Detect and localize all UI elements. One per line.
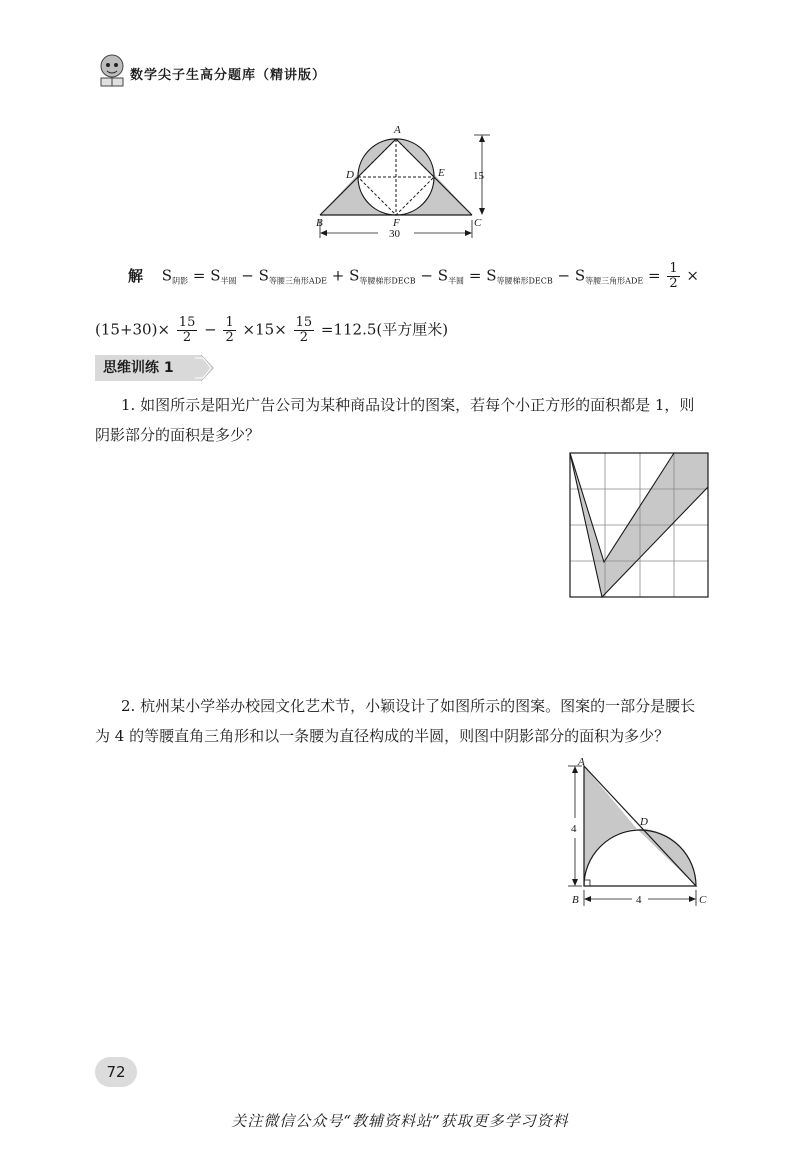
figure-semicircle-trapezoid <box>300 115 510 250</box>
figure-triangle-semicircle <box>560 755 715 910</box>
solution-line-2: (15+30)× $\frac{15}{2}$ − $\frac{1}{2}$ ×15× $\frac{15}{2}$ =112.5(平方厘米) <box>95 315 449 345</box>
fraction-15-2: $\frac{15}{2}$ <box>295 315 313 345</box>
label-e: E <box>438 167 445 179</box>
side-label: 4 <box>571 823 577 835</box>
section-arrow-icon <box>191 355 215 381</box>
problem-2-text: 2. 杭州某小学举办校园文化艺术节，小颖设计了如图所示的图案。图案的一部分是腰长为 4 的等腰直角三角形和以一条腰为直径构成的半圆，则图中阴影部分的面积为多少？ <box>95 697 696 745</box>
label-f: F <box>393 217 400 229</box>
label-b: B <box>316 217 323 229</box>
fraction-half: $\frac{1}{2}$ <box>669 261 678 291</box>
figure-grid-pattern <box>565 450 710 602</box>
label-c: C <box>474 217 482 229</box>
height-label: 15 <box>473 170 484 182</box>
page-number: 72 <box>95 1057 137 1087</box>
mascot-logo <box>95 52 129 88</box>
label-c2: C <box>699 894 707 906</box>
problem-1-text: 1. 如图所示是阳光广告公司为某种商品设计的图案，若每个小正方形的面积都是 1，则阴影部分的面积是多少？ <box>95 396 695 444</box>
label-a2: A <box>578 756 585 768</box>
fraction-15-2: $\frac{15}{2}$ <box>178 315 196 345</box>
footer-note: 关注微信公众号“教辅资料站”获取更多学习资料 <box>231 1112 569 1130</box>
bottom-label: 4 <box>636 894 642 906</box>
label-b2: B <box>572 894 579 906</box>
fraction-half: $\frac{1}{2}$ <box>225 315 234 345</box>
label-d2: D <box>640 816 648 828</box>
solution-line-1: 解 $S_{阴影} = S_{半圆} - S_{等腰三角形ADE} + S_{等腰梯形DECB} - S_{半圆} = S_{等腰梯形DECB} - S_{等腰三角形ADE}$ = $\frac{1}{2}$ × <box>128 261 699 291</box>
header-title: 数学尖子生高分题库（精讲版） <box>130 68 327 83</box>
label-a: A <box>394 124 401 136</box>
label-d: D <box>346 169 354 181</box>
section-title: 思维训练 1 <box>95 355 191 381</box>
width-label: 30 <box>389 228 400 240</box>
solution-label: 解 <box>128 266 144 285</box>
